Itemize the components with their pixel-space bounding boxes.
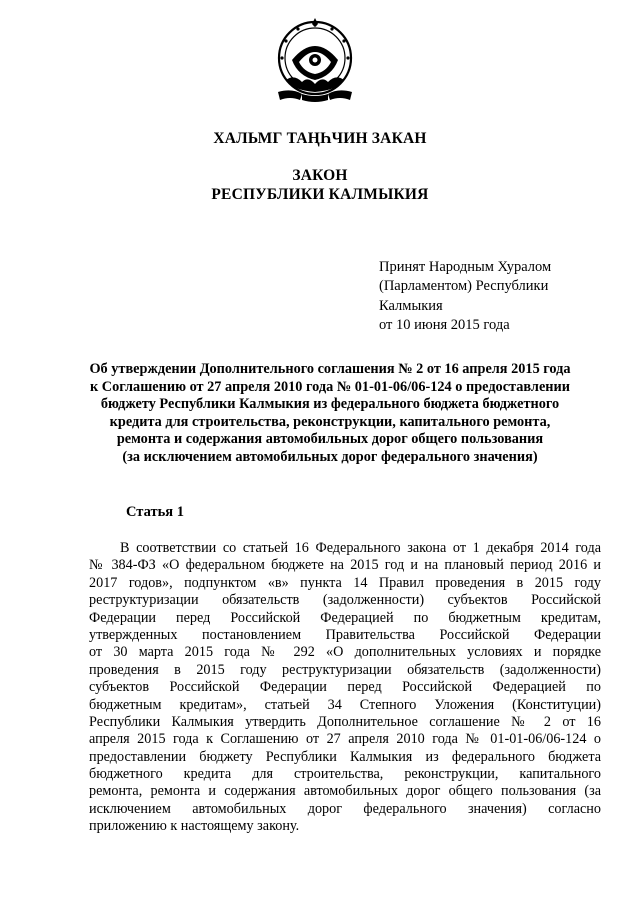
law-title-line: (за исключением автомобильных дорог федерального значения) [122, 448, 538, 465]
body-line: № 384-ФЗ «О федеральном бюджете на 2015 год и на плановый период 2016 и [89, 557, 601, 574]
adoption-date: от 10 июня 2015 года [379, 316, 510, 333]
republic-name: РЕСПУБЛИКИ КАЛМЫКИЯ [211, 186, 429, 203]
body-line: бюджетного кредита для строительства, реконструкции, капитального [89, 766, 601, 783]
body-line: апреля 2015 года к Соглашению от 27 апреля 2010 года № 01-01-06/06-124 о [89, 731, 601, 748]
body-line: Федерации перед Российской Федерацией по бюджетным кредитам, [89, 609, 601, 626]
article-heading: Статья 1 [126, 504, 184, 520]
body-line: проведения в 2015 году реструктуризации обязательств (задолженности) [89, 661, 601, 678]
adoption-note [379, 258, 551, 335]
law-title-line: кредита для строительства, реконструкции, капитального ремонта, [109, 413, 551, 430]
body-line: бюджетным кредитам», статьей 34 Степного Уложения (Конституции) [89, 696, 601, 713]
body-line: ремонта, ремонта и содержания автомобильных дорог общего пользования (за [89, 783, 601, 800]
body-line: предоставлении бюджету Республики Калмыкия из федерального бюджета [89, 748, 601, 765]
law-title-line: к Соглашению от 27 апреля 2010 года № 01-01-06/06-124 о предоставлении [89, 378, 570, 395]
body-line: исключением автомобильных дорог федерального значения) согласно [89, 800, 601, 817]
law-title-line: бюджету Республики Калмыкия из федерального бюджета бюджетного [100, 396, 560, 413]
body-line: Республики Калмыкия утвердить Дополнительное соглашение № 2 от 16 [89, 713, 601, 730]
kalmyk-law-title: ХАЛЬМГ ТАҢҺЧИН ЗАКАН [213, 130, 427, 147]
coat-of-arms-emblem [272, 18, 358, 106]
law-title [60, 361, 600, 467]
law-title-line: ремонта и содержания автомобильных дорог общего пользования [116, 431, 544, 448]
body-line: приложению к настоящему закону. [89, 818, 300, 835]
body-line: от 30 марта 2015 года № 292 «О дополнительных условиях и порядке [89, 644, 601, 661]
body-line: 2017 годов», подпунктом «в» пункта 14 Правил проведения в 2015 году [89, 574, 601, 591]
adoption-line: (Парламентом) Республики [379, 278, 549, 295]
adoption-line: Принят Народным Хуралом [379, 259, 552, 275]
body-line: субъектов Российской Федерации перед Российской Федерацией по [89, 679, 601, 696]
body-line: реструктуризации обязательств (задолженности) субъектов Российской [89, 592, 601, 609]
body-line: В соответствии со статьей 16 Федерального закона от 1 декабря 2014 года [120, 540, 601, 556]
adoption-line: Калмыкия [379, 297, 443, 314]
law-title-line: Об утверждении Дополнительного соглашения № 2 от 16 апреля 2015 года [89, 361, 571, 377]
article-body [89, 540, 601, 836]
body-line: утвержденных постановлением Правительства Российской Федерации [89, 626, 601, 643]
law-word: ЗАКОН [292, 167, 348, 184]
